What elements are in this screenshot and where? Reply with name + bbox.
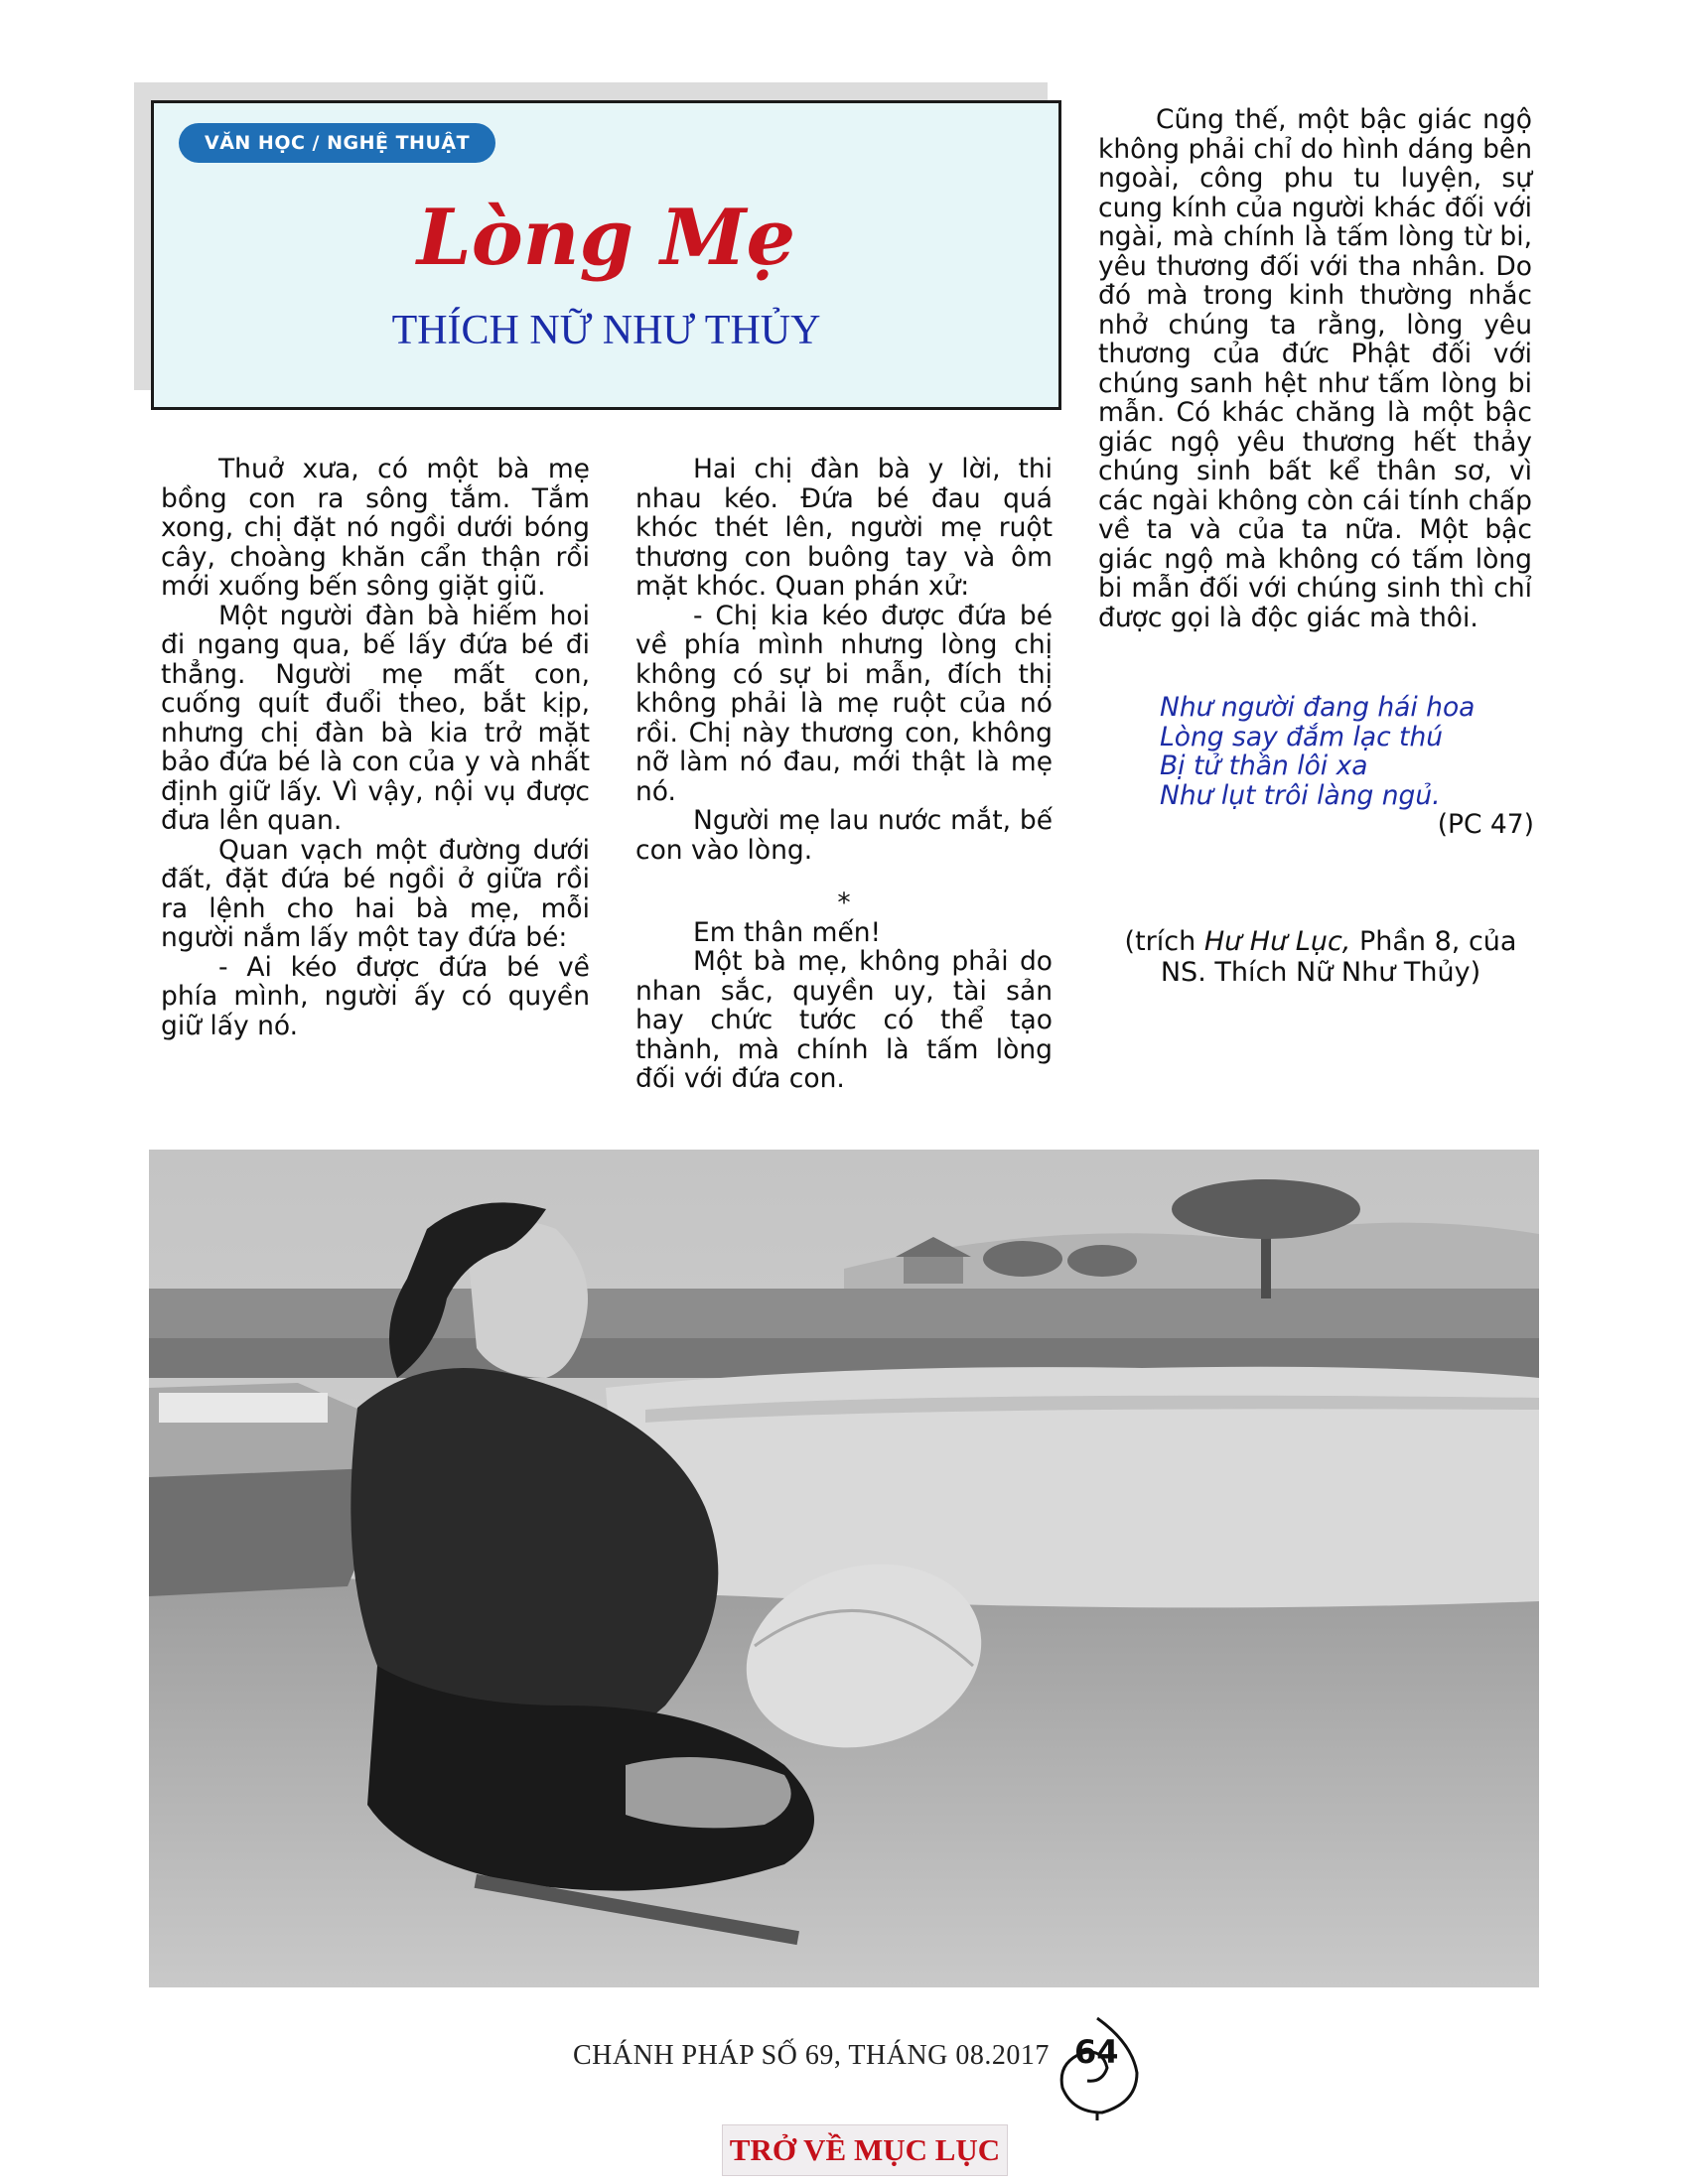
article-author: THÍCH NỮ NHƯ THỦY (391, 308, 821, 353)
magazine-issue: CHÁNH PHÁP SỐ 69, THÁNG 08.2017 (573, 2040, 1050, 2071)
paragraph: Em thân mến! (693, 916, 882, 948)
source-note (1102, 926, 1539, 988)
article-column-2 (635, 455, 1053, 1094)
poem-line: Lòng say đắm lạc thú (1160, 721, 1444, 752)
paragraph: Một bà mẹ, không phải do nhan sắc, quyền uy, tài sản hay chức tước có thể tạo thành, mà chính là tấm lòng đối với đứa con. (635, 946, 1053, 1094)
section-separator: * (837, 887, 851, 918)
poem-line: Như lụt trôi làng ngủ. (1160, 779, 1441, 811)
source-author: NS. Thích Nữ Như Thủy) (1160, 957, 1481, 988)
paragraph: - Ai kéo được đứa bé về phía mình, người ấy có quyền giữ lấy nó. (161, 951, 590, 1041)
paragraph: Một người đàn bà hiếm hoi đi ngang qua, bế lấy đứa bé đi thẳng. Người mẹ mất con, cuống quít đuổi theo, bắt kịp, nhưng chị đàn bà kia trở mặt bảo đứa bé là con của y và nhất định giữ lấy. Vì vậy, nội vụ được đưa lên quan. (161, 600, 590, 836)
article-column-3 (1098, 105, 1532, 632)
title-box (151, 100, 1061, 410)
section-tag: VĂN HỌC / NGHỆ THUẬT (179, 123, 495, 163)
paragraph: - Chị kia kéo được đứa bé về phía mình nhưng lòng chị không có sự bi mẫn, đích thị không phải là mẹ ruột của nó rồi. Chị này thương con, không nỡ làm nó đau, mới thật là mẹ nó. (635, 600, 1053, 807)
article-photo (149, 1150, 1539, 1987)
poem-line: Như người đang hái hoa (1160, 692, 1476, 723)
paragraph: Hai chị đàn bà y lời, thi nhau kéo. Đứa bé đau quá khóc thét lên, người mẹ ruột thương con buông tay và ôm mặt khóc. Quan phán xử: (635, 454, 1053, 602)
paragraph: Người mẹ lau nước mắt, bế con vào lòng. (635, 805, 1053, 866)
source-book: Hư Hư Lục, (1203, 926, 1351, 957)
poem-line: Bị tử thần lôi xa (1160, 751, 1368, 781)
article-title: Lòng Mẹ (416, 193, 796, 283)
page-number: 64 (1074, 2033, 1119, 2071)
poem-quote (1160, 693, 1537, 810)
paragraph: Thuở xưa, có một bà mẹ bồng con ra sông tắm. Tắm xong, chị đặt nó ngồi dưới bóng cây, choàng khăn cẩn thận rồi mới xuống bến sông giặt giũ. (161, 454, 590, 602)
back-to-contents-link[interactable]: TRỞ VỀ MỤC LỤC (722, 2124, 1008, 2176)
paragraph: Cũng thế, một bậc giác ngộ không phải chỉ do hình dáng bên ngoài, công phu tu luyện, sự cung kính của người khác đối với ngài, mà chính là tấm lòng từ bi, yêu thương đối với tha nhân. Do đó mà trong kinh thường nhắc nhở chúng ta rằng, lòng yêu thương của đức Phật đối với chúng sanh hệt như tấm lòng bi mẫn. Có khác chăng là một bậc giác ngộ yêu thương hết thảy chúng sinh bất kể thân sơ, vì các ngài không còn cái tính chấp về ta và của ta nữa. Một bậc giác ngộ mà không có tấm lòng bi mẫn đối với chúng sinh thì chỉ được gọi là độc giác mà thôi. (1098, 104, 1532, 633)
source-part: Phần 8, của (1350, 926, 1517, 957)
paragraph: Quan vạch một đường dưới đất, đặt đứa bé ngồi ở giữa rồi ra lệnh cho hai bà mẹ, mỗi người nắm lấy một tay đứa bé: (161, 834, 590, 953)
poem-citation: (PC 47) (1437, 809, 1534, 840)
source-prefix: (trích (1124, 926, 1204, 957)
article-column-1 (161, 455, 590, 1040)
